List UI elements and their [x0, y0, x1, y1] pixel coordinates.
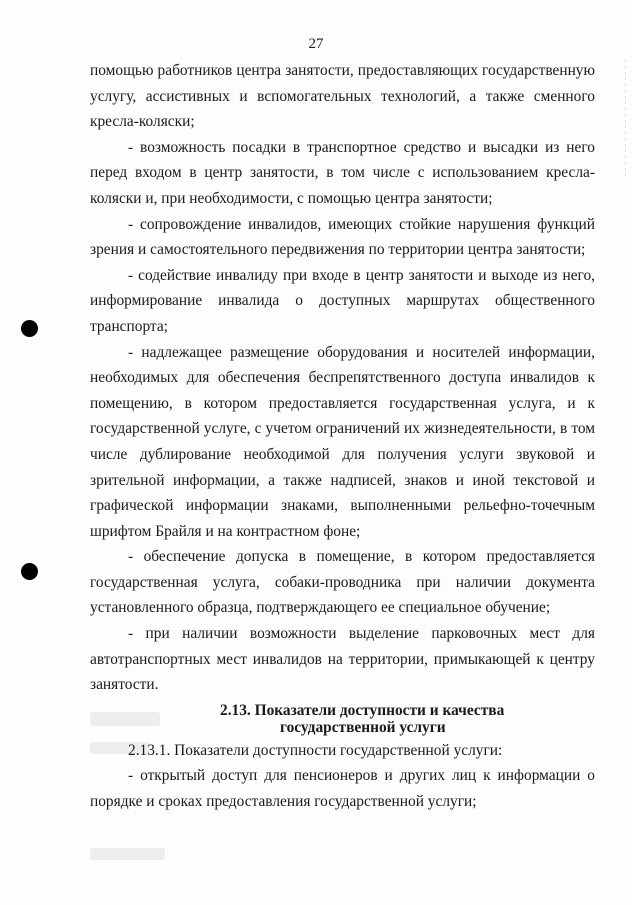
paragraph: - открытый доступ для пенсионеров и других лиц к информации о порядке и сроках предоставления государственной услуги;: [90, 767, 595, 811]
section-heading-line: государственной услуги: [280, 718, 446, 736]
punch-hole: [21, 563, 38, 580]
scan-artifact: [625, 60, 626, 180]
scan-artifact: [90, 848, 165, 860]
paragraph: - возможность посадки в транспортное средство и высадки из него перед входом в центр занятости, в том числе с использованием кресла-коляски и, при необходимости, с помощью центра занятости;: [90, 138, 595, 207]
section-heading: [90, 698, 595, 738]
paragraph: - при наличии возможности выделение парковочных мест для автотранспортных мест инвалидов на территории, примыкающей к центру занятости.: [90, 625, 595, 694]
paragraph: - сопровождение инвалидов, имеющих стойкие нарушения функций зрения и самостоятельного передвижения по территории центра занятости;: [90, 215, 595, 259]
paragraph: 2.13.1. Показатели доступности государственной услуги:: [128, 741, 503, 759]
section-heading-line: 2.13. Показатели доступности и качества: [220, 701, 505, 719]
document-body: [90, 58, 595, 815]
paragraph: - содействие инвалиду при входе в центр занятости и выходе из него, информирование инвалида о доступных маршрутах общественного транспорта;: [90, 266, 595, 335]
page-number: 27: [308, 36, 324, 52]
paragraph: - обеспечение допуска в помещение, в котором предоставляется государственная услуга, собаки-проводника при наличии документа установленного образца, подтверждающего ее специальное обучение;: [90, 548, 595, 617]
paragraph: помощью работников центра занятости, предоставляющих государственную услугу, ассистивных и вспомогательных технологий, а также сменного кресла-коляски;: [90, 62, 595, 131]
paragraph: - надлежащее размещение оборудования и носителей информации, необходимых для обеспечения беспрепятственного доступа инвалидов к помещению, в котором предоставляется государственная услуга, и к государственной услуге, с учетом ограничений их жизнедеятельности, в том числе дублирование необходимой для получения услуги звуковой и зрительной информации, а также надписей, знаков и иной текстовой и графической информации знаками, выполненными рельефно-точечным шрифтом Брайля и на контрастном фоне;: [90, 343, 595, 540]
punch-hole: [21, 320, 38, 337]
